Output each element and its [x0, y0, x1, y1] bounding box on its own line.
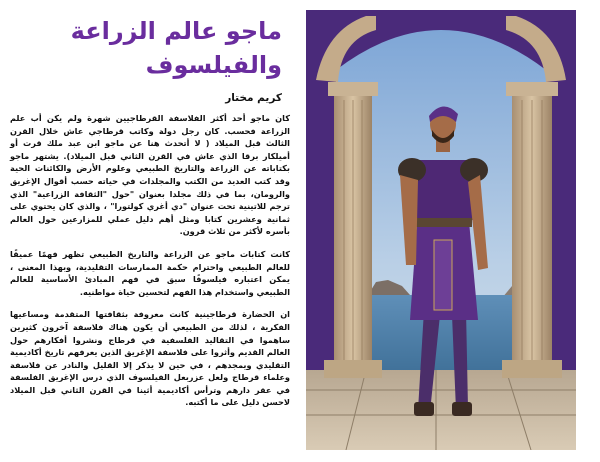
paragraph-1: كان ماجو أحد أكثر الفلاسفة القرطاجيين شهرة ولم يكن أب علم الزراعة فحسب. كان رجل دولة وكاتب قرطاجي عاش خلال القرن الثالث قبل الميلاد ( لا أتحدث هنا عن ماجو ابن عبد ملك قرت أو أميلكار برقا الذي عاش في القرن الثاني قبل الميلاد). يشتهر ماجو بكتاباته عن الزراعة والتاريخ الطبيعي وعلوم الأرض والكائنات الحية وقد كتب العديد من الكتب والمجلدات في حياته حسب أقوال الإغريق والرومان، بما في ذلك مجلدا بعنوان "حول "الثقافة الزراعية" الذي ترجم للاتينية تحت عنوان "دي أغري كولتورا" ، والذي كان يحتوي على ثمانية وعشرين كتابا ومثل أهم دليل عملي للمزارعين حول العالم بأسره لأكثر من ثلاث قرون.: [10, 113, 290, 237]
illustration-drawing: [306, 10, 576, 450]
illustration: [306, 10, 576, 450]
paragraph-3: ان الحضارة قرطاجينية كانت معروفة بثقافتها المتقدمة ومساعيها الفكرية ، لذلك من الطبيعي أن يكون هناك فلاسفة آخرون كثيرين ساهموا في التقاليد الفلسفية في قرطاج ونشروا أفكارهم حول العالم القديم وأثروا على فلاسفة الإغريق الذين يعرفهم تاريخ أكاديمية التقليدي ويمجدهم ، في حين لا يذكر إلا القليل والنادر عن فلاسفة وعلماء قرطاج ولعل عزربعل الفيلسوف الذي درس الإغريق الفلسفة في عقر دارهم وترأس أكاديمية أثينا في القرن الثاني قبل الميلاد لاحسن دليل على ما أكتبه.: [10, 309, 290, 408]
article-title: ماجو عالم الزراعة والفيلسوف: [70, 17, 282, 79]
author-name: كريم مختار: [225, 92, 282, 104]
article-text-column: [10, 14, 290, 419]
paragraph-2: كانت كتابات ماجو عن الزراعة والتاريخ الطبيعي تظهر فهمًا عميقًا للعالم الطبيعي واحترام حكمة الممارسات التقليدية، وبهذا المعنى ، يمكن اعتباره فيلسوفًا سبق في فهم المبادئ الأساسية للعالم الطبيعي واستخدام هذا الفهم لتحسين حياة مواطنيه.: [10, 248, 290, 297]
